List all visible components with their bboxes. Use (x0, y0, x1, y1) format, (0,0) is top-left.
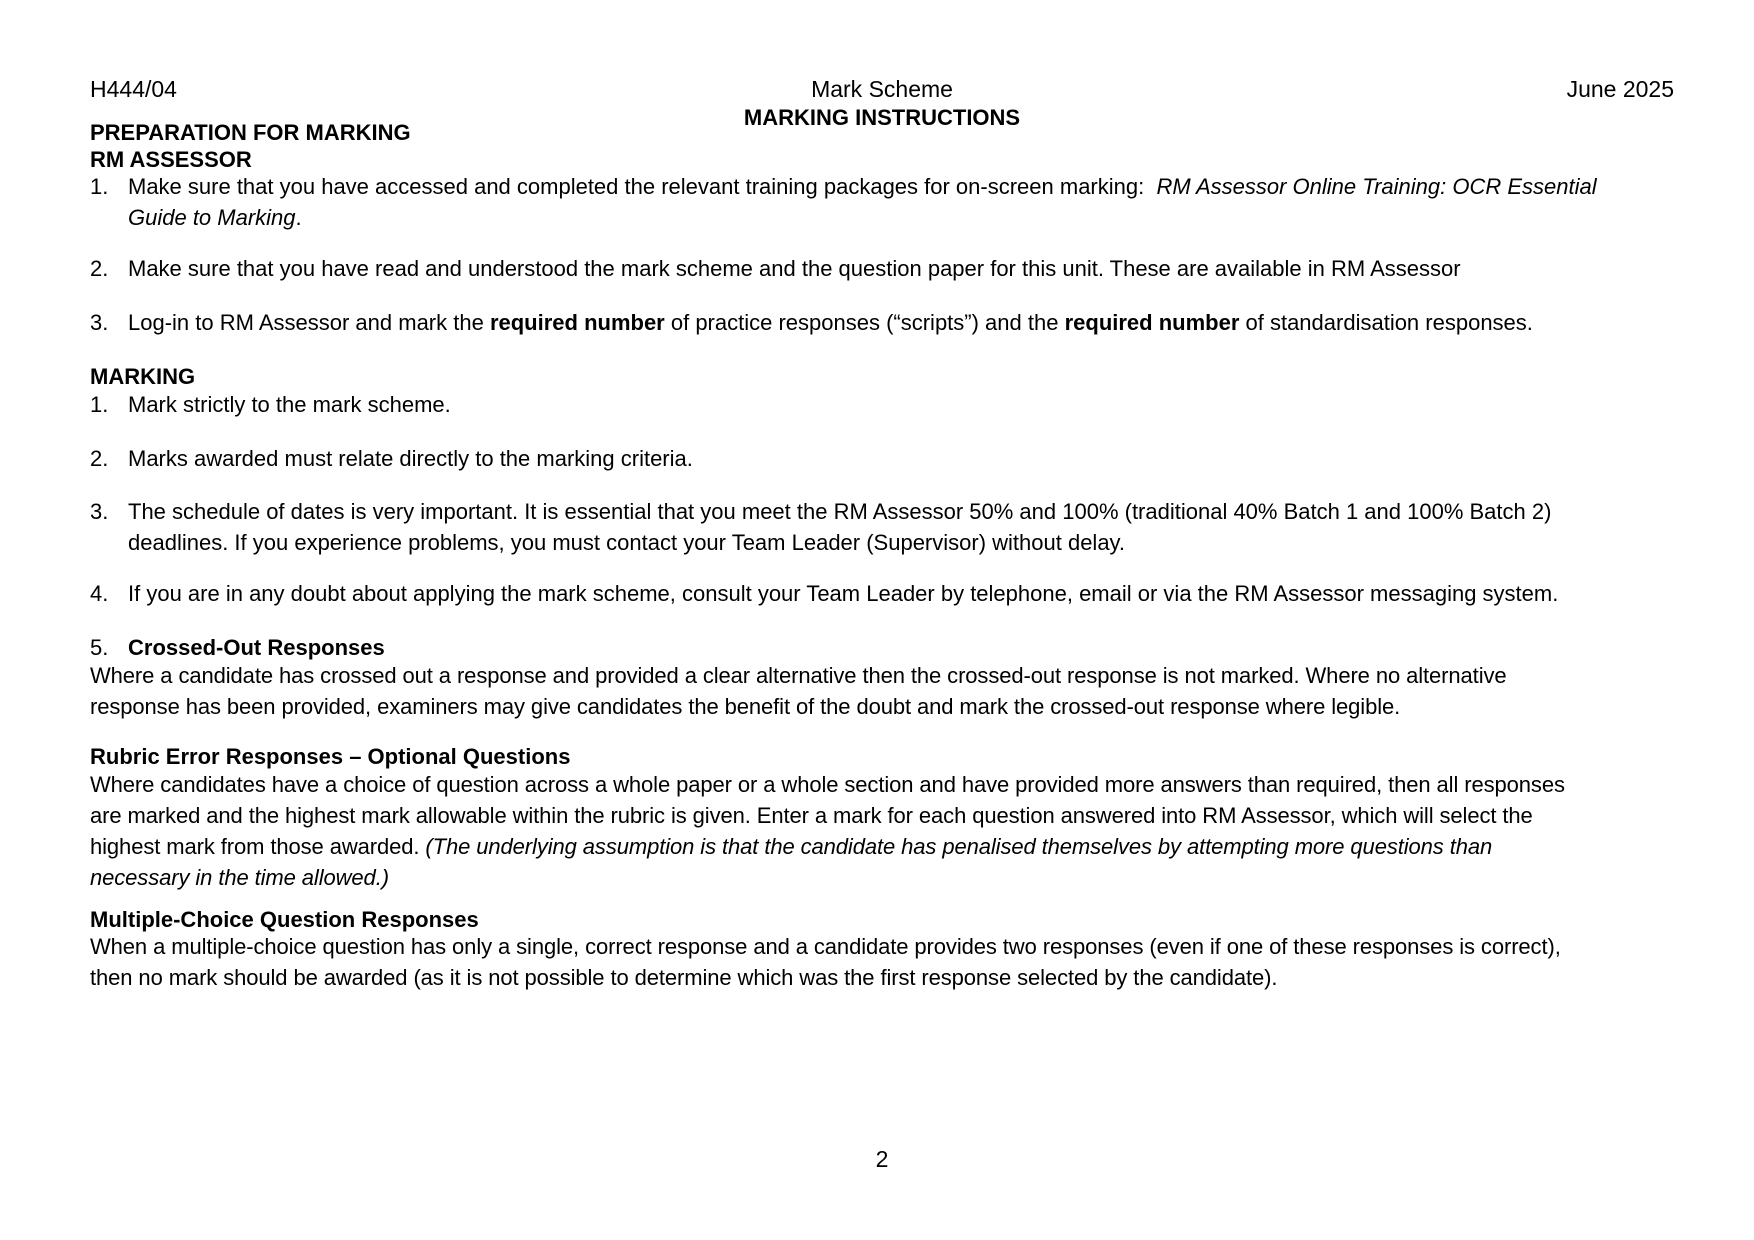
list-text: Marks awarded must relate directly to the marking criteria. (128, 446, 693, 471)
item-text: The schedule of dates is very important. It is essential that you meet the RM Assessor 50% and 100% (traditional 40% Batch 1 and 100% Batch 2) (128, 499, 1552, 524)
item-text: Log-in to RM Assessor and mark the (128, 310, 490, 335)
paragraph-line: When a multiple-choice question has only a single, correct response and a candidate provides two responses (even if one of these responses is correct), (90, 934, 1561, 959)
crossed-out-heading: Crossed-Out Responses (128, 635, 385, 660)
paragraph-line: highest mark from those awarded. (90, 834, 426, 859)
emphasis: required number (1064, 310, 1240, 335)
crossed-out-paragraph (90, 660, 1690, 722)
list-number: 5. (90, 635, 109, 660)
preparation-heading: PREPARATION FOR MARKING (90, 120, 411, 145)
item-text: of standardisation responses. (1239, 310, 1533, 335)
paragraph-line: Where candidates have a choice of question across a whole paper or a whole section and have provided more answers than required, then all responses (90, 772, 1565, 797)
paragraph-line: Where a candidate has crossed out a response and provided a clear alternative then the crossed-out response is not marked. Where no alternative (90, 663, 1507, 688)
rubric-heading: Rubric Error Responses – Optional Questions (90, 744, 571, 769)
rm-assessor-heading: RM ASSESSOR (90, 147, 252, 172)
assumption-note: (The underlying assumption is that the candidate has penalised themselves by attempting more questions than (425, 834, 1493, 859)
item-text: of practice responses (“scripts”) and the (664, 310, 1065, 335)
training-name-cont: Guide to Marking (128, 204, 296, 230)
list-text (128, 497, 1688, 558)
list-number: 3. (90, 310, 109, 335)
list-text: Make sure that you have read and understood the mark scheme and the question paper for this unit. These are available in RM Assessor (128, 256, 1461, 281)
list-number: 2. (90, 256, 109, 281)
list-text (128, 172, 1688, 233)
emphasis: required number (489, 310, 665, 335)
list-number: 3. (90, 499, 109, 524)
page-number: 2 (875, 1146, 889, 1172)
mcq-heading: Multiple-Choice Question Responses (90, 907, 479, 932)
list-number: 1. (90, 174, 109, 199)
paragraph-line: are marked and the highest mark allowable within the rubric is given. Enter a mark for each question answered into RM Assessor, which will select the (90, 803, 1533, 828)
training-name: RM Assessor Online Training: OCR Essential (1156, 174, 1597, 199)
marking-heading: MARKING (90, 364, 196, 389)
list-text: If you are in any doubt about applying the mark scheme, consult your Team Leader by telephone, email or via the RM Assessor messaging system. (128, 581, 1559, 606)
list-text: Mark strictly to the mark scheme. (128, 392, 451, 417)
list-text (128, 308, 1688, 339)
rubric-paragraph (90, 769, 1690, 893)
assumption-note-cont: necessary in the time allowed.) (90, 865, 389, 890)
paragraph-line: then no mark should be awarded (as it is not possible to determine which was the first response selected by the candidate). (90, 965, 1278, 990)
list-number: 1. (90, 392, 109, 417)
header-title: Mark Scheme (811, 76, 953, 102)
item-text: deadlines. If you experience problems, you must contact your Team Leader (Supervisor) without delay. (128, 529, 1126, 555)
list-number: 2. (90, 446, 109, 471)
paper-code: H444/04 (90, 76, 177, 102)
exam-date: June 2025 (1566, 76, 1674, 102)
mcq-paragraph (90, 931, 1690, 993)
item-end: . (295, 204, 302, 230)
section-title: MARKING INSTRUCTIONS (743, 105, 1021, 130)
item-text: Make sure that you have accessed and completed the relevant training packages for on-screen marking: (128, 174, 1145, 199)
paragraph-line: response has been provided, examiners may give candidates the benefit of the doubt and mark the crossed-out response where legible. (90, 694, 1401, 719)
list-number: 4. (90, 581, 109, 606)
